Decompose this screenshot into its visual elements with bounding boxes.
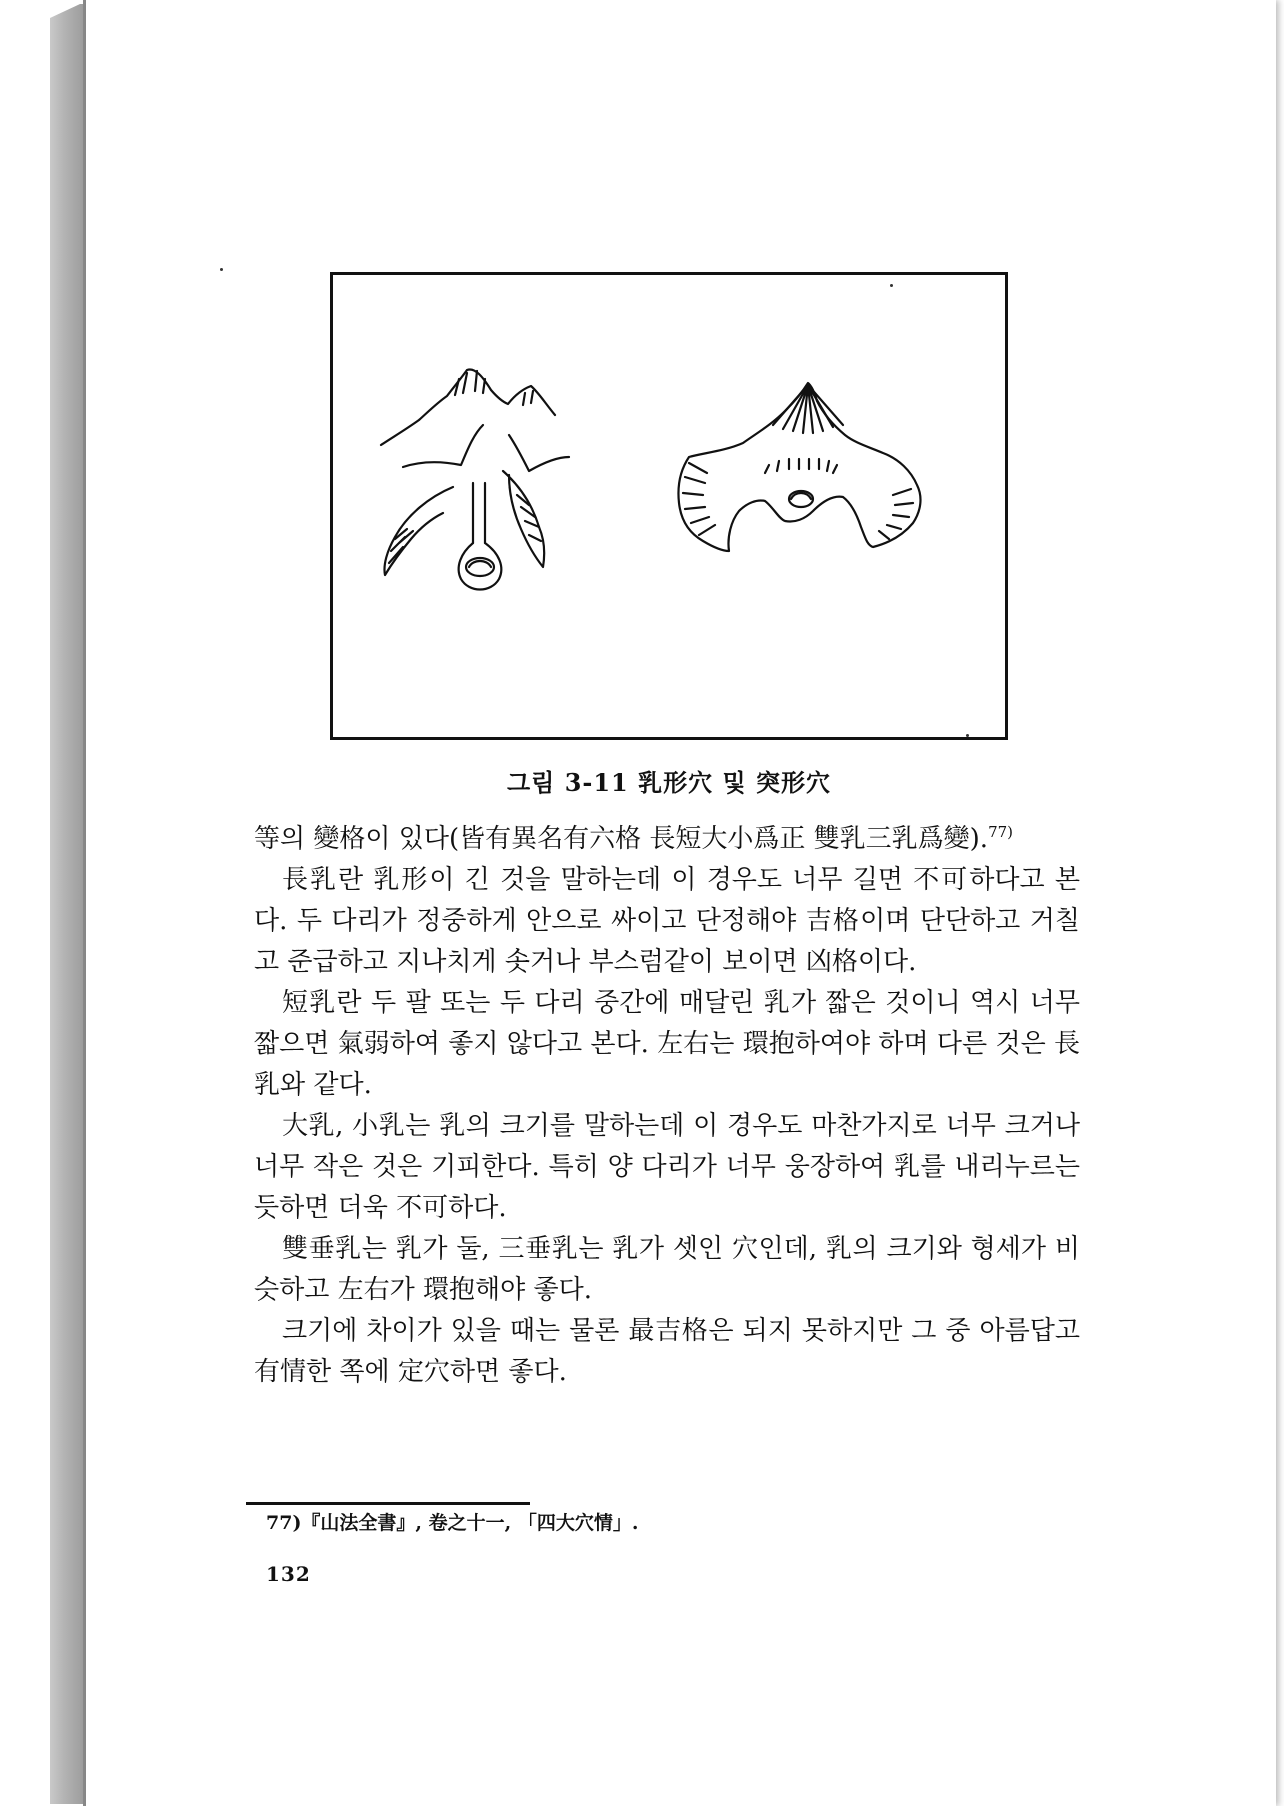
book-spine	[50, 4, 86, 1804]
paragraph-1-text: 等의 變格이 있다(皆有異名有六格 長短大小爲正 雙乳三乳爲變).	[254, 824, 989, 854]
footnote-reference: 77)	[988, 823, 1014, 841]
footnote-divider	[246, 1502, 530, 1505]
paragraph-1	[254, 812, 1080, 860]
footnote: 77)『山法全書』, 卷之十一, 「四大穴情」.	[266, 1512, 639, 1534]
figure-frame	[330, 272, 1008, 740]
figure-illustration	[333, 275, 1005, 737]
figure-caption: 그림 3-11 乳形穴 및 突形穴	[506, 768, 832, 797]
paragraph-4: 大乳, 小乳는 乳의 크기를 말하는데 이 경우도 마찬가지로 너무 크거나 너무 작은 것은 기피한다. 특히 양 다리가 너무 웅장하여 乳를 내리누르는 듯하면 더욱 不可하다.	[254, 1111, 1080, 1223]
print-speck	[966, 734, 969, 737]
paragraph-2: 長乳란 乳形이 긴 것을 말하는데 이 경우도 너무 길면 不可하다고 본다. 두 다리가 정중하게 안으로 싸이고 단정해야 吉格이며 단단하고 거칠고 준급하고 지나치게 솟거나 부스럼같이 보이면 凶格이다.	[254, 865, 1080, 977]
book-page	[86, 0, 1276, 1806]
paragraph-3: 短乳란 두 팔 또는 두 다리 중간에 매달린 乳가 짧은 것이니 역시 너무 짧으면 氣弱하여 좋지 않다고 본다. 左右는 環抱하여야 하며 다른 것은 長乳와 같다.	[254, 988, 1080, 1100]
page-content	[86, 0, 1276, 1806]
paragraph-5: 雙垂乳는 乳가 둘, 三垂乳는 乳가 셋인 穴인데, 乳의 크기와 형세가 비슷하고 左右가 環抱해야 좋다.	[254, 1234, 1080, 1305]
page-number: 132	[266, 1562, 311, 1586]
print-speck	[220, 268, 223, 271]
paragraph-6: 크기에 차이가 있을 때는 물론 最吉格은 되지 못하지만 그 중 아름답고 有情한 쪽에 定穴하면 좋다.	[254, 1316, 1080, 1387]
print-speck	[890, 284, 893, 287]
protrusion-form-drawing	[678, 383, 920, 551]
body-text	[254, 812, 1080, 1393]
nipple-form-drawing	[381, 369, 569, 589]
